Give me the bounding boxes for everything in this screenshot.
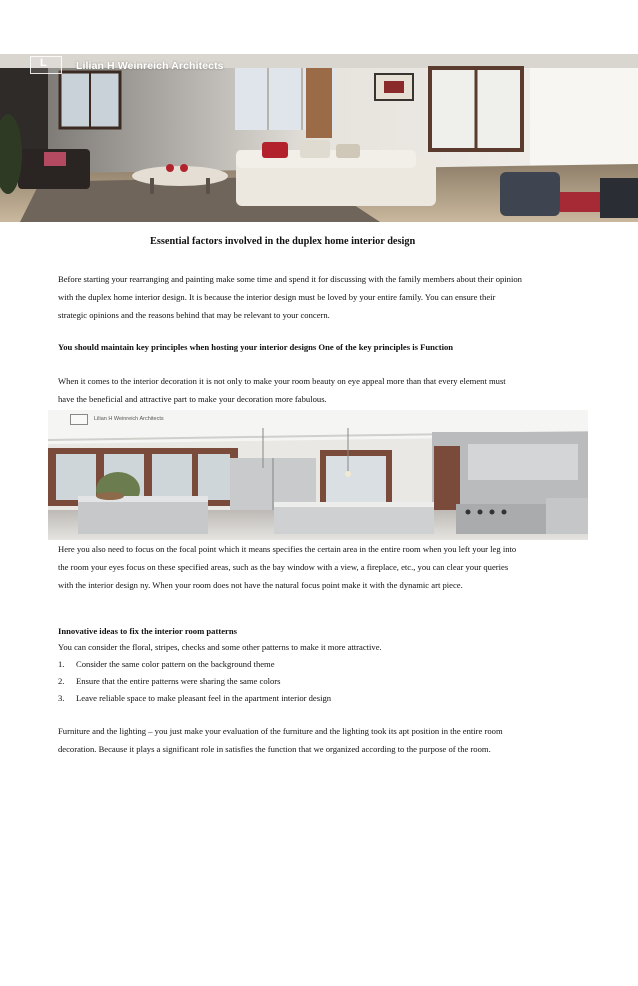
architect-logo-text: Lilian H Weinreich Architects xyxy=(76,60,224,72)
decor-line-2: have the beneficial and attractive part to make your decoration more fabulous. xyxy=(58,394,327,404)
intro-line-2: with the duplex home interior design. It is because the interior design must be loved by your entire family. You can ensure their xyxy=(58,292,496,302)
list-item xyxy=(58,673,331,690)
decor-line-1: When it comes to the interior decoration it is not only to make your room beauty on eye appeal more than that every element must xyxy=(58,376,506,386)
list-item-text: Consider the same color pattern on the background theme xyxy=(76,659,275,669)
kitchen-illustration xyxy=(48,410,588,540)
list-number: 2. xyxy=(58,676,65,686)
list-item xyxy=(58,690,331,707)
pattern-tips-list xyxy=(58,656,331,707)
kitchen-logo-text: Lilian H Weinreich Architects xyxy=(94,416,164,422)
focal-line-2: the room your eyes focus on these specified areas, such as the bay window with a view, a fireplace, etc., you can clear your queries xyxy=(58,562,509,572)
living-room-photo xyxy=(0,54,638,222)
furniture-line-2: decoration. Because it plays a significant role in satisfies the function that we organized according to the purpose of the room. xyxy=(58,744,491,754)
list-item xyxy=(58,656,331,673)
list-item-text: Ensure that the entire patterns were sharing the same colors xyxy=(76,676,281,686)
architect-logo-mark xyxy=(30,56,62,74)
patterns-intro: You can consider the floral, stripes, checks and some other patterns to make it more attractive. xyxy=(58,642,382,652)
key-principles-heading: You should maintain key principles when hosting your interior designs One of the key principles is Function xyxy=(58,342,454,352)
innovative-heading: Innovative ideas to fix the interior room patterns xyxy=(58,626,237,636)
furniture-line-1: Furniture and the lighting – you just make your evaluation of the furniture and the lighting took its apt position in the entire room xyxy=(58,726,503,736)
living-room-illustration xyxy=(0,54,638,222)
page-title: Essential factors involved in the duplex home interior design xyxy=(150,236,416,247)
kitchen-logo-mark xyxy=(70,414,88,425)
list-number: 1. xyxy=(58,659,65,669)
focal-line-3: with the interior design ny. When your room does not have the natural focus point make it with the dynamic art piece. xyxy=(58,580,463,590)
kitchen-photo xyxy=(48,410,588,540)
intro-line-3: strategic opinions and the reasons behind that may be relevant to your concern. xyxy=(58,310,330,320)
focal-line-1: Here you also need to focus on the focal point which it means specifies the certain area in the entire room when you left your leg into xyxy=(58,544,517,554)
intro-line-1: Before starting your rearranging and painting make some time and spend it for discussing with the family members about their opinion xyxy=(58,274,522,284)
logo-letter: L xyxy=(40,57,47,69)
list-number: 3. xyxy=(58,693,65,703)
list-item-text: Leave reliable space to make pleasant feel in the apartment interior design xyxy=(76,693,332,703)
